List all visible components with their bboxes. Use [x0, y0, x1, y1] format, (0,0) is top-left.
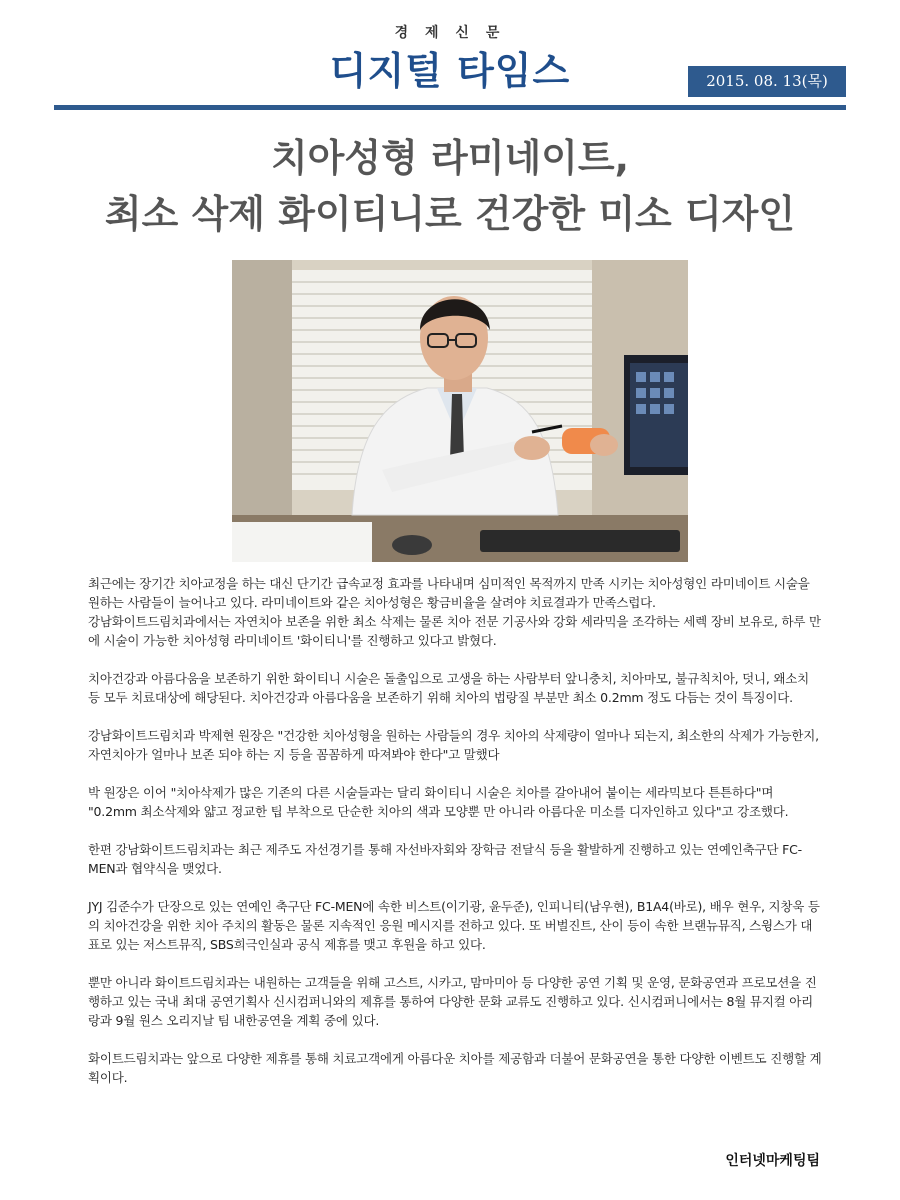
paragraph-1b: 강남화이트드림치과에서는 자연치아 보존을 위한 최소 삭제는 물론 치아 전문 기공사와 강화 세라믹을 조각하는 세렉 장비 보유로, 하루 만에 시술이 가능한 치아성형 라미네이트 '화이티니'를 진행하고 있다고 밝혔다. [88, 614, 821, 648]
paragraph-3: 강남화이트드림치과 박제현 원장은 "건강한 치아성형을 원하는 사람들의 경우 치아의 삭제량이 얼마나 되는지, 최소한의 삭제가 가능한지, 자연치아가 얼마나 보존 되야 하는 지 등을 꼼꼼하게 따져봐야 한다"고 말했다 [88, 728, 819, 762]
masthead [0, 0, 900, 112]
masthead-kicker: 경 제 신 문 [394, 25, 506, 41]
byline: 인터넷마케팅팀 [725, 1153, 820, 1169]
headline-line-2: 최소 삭제 화이티니로 건강한 미소 디자인 [104, 192, 796, 236]
header-rule [54, 105, 846, 110]
newspaper-logo: 디지털 타임스 [329, 49, 571, 93]
paragraph-5: 한편 강남화이트드림치과는 최근 제주도 자선경기를 통해 자선바자회와 장학금 전달식 등을 활발하게 진행하고 있는 연예인축구단 FC-MEN과 협약식을 맺었다. [88, 842, 802, 876]
article-body [88, 574, 824, 1106]
date-badge: 2015. 08. 13(목) [688, 66, 846, 97]
paragraph-1a: 최근에는 장기간 치아교정을 하는 대신 단기간 급속교정 효과를 나타내며 심미적인 목적까지 만족 시키는 치아성형인 라미네이트 시술을 원하는 사람들이 늘어나고 있다. 라미네이트와 같은 치아성형은 황금비율을 살려야 치료결과가 만족스럽다. [88, 576, 810, 610]
paragraph-6: JYJ 김준수가 단장으로 있는 연예인 축구단 FC-MEN에 속한 비스트(이기광, 윤두준), 인피니티(남우현), B1A4(바로), 배우 현우, 지창욱 등의 치아건강을 위한 치아 주치의 활동은 물론 지속적인 응원 메시지를 전하고 있다. 또 버벌진트, 산이 등이 속한 브랜뉴뮤직, 스윙스가 대표로 있는 저스트뮤직, SBS희극인실과 공식 제휴를 맺고 후원을 하고 있다. [88, 899, 820, 952]
article-headline [40, 130, 860, 242]
paragraph-2: 치아건강과 아름다움을 보존하기 위한 화이티니 시술은 돌출입으로 고생을 하는 사람부터 앞니충치, 치아마모, 불규칙치아, 덧니, 왜소치 등 모두 치료대상에 해당된다. 치아건강과 아름다움을 보존하기 위해 치아의 법랑질 부분만 최소 0.2mm 정도 다듬는 것이 특징이다. [88, 671, 810, 705]
headline-line-1: 치아성형 라미네이트, [270, 136, 630, 180]
paragraph-8: 화이트드림치과는 앞으로 다양한 제휴를 통해 치료고객에게 아름다운 치아를 제공함과 더불어 문화공연을 통한 다양한 이벤트도 진행할 계획이다. [88, 1051, 822, 1085]
article-photo [232, 260, 688, 562]
paragraph-4: 박 원장은 이어 "치아삭제가 많은 기존의 다른 시술들과는 달리 화이티니 시술은 치아를 갈아내어 붙이는 세라믹보다 튼튼하다"며 "0.2mm 최소삭제와 얇고 정교한 팁 부착으로 단순한 치아의 색과 모양뿐 만 아니라 아름다운 미소를 디자인하고 있다"고 강조했다. [88, 785, 789, 819]
paragraph-7: 뿐만 아니라 화이트드림치과는 내원하는 고객들을 위해 고스트, 시카고, 맘마미아 등 다양한 공연 기획 및 운영, 문화공연과 프로모션을 진행하고 있는 국내 최대 공연기획사 신시컴퍼니와의 제휴를 통하여 다양한 문화 교류도 진행하고 있다. 신시컴퍼니에서는 8월 뮤지컬 아리랑과 9월 원스 오리지날 팀 내한공연을 계획 중에 있다. [88, 975, 817, 1028]
doctor-photo-illustration [232, 260, 688, 562]
